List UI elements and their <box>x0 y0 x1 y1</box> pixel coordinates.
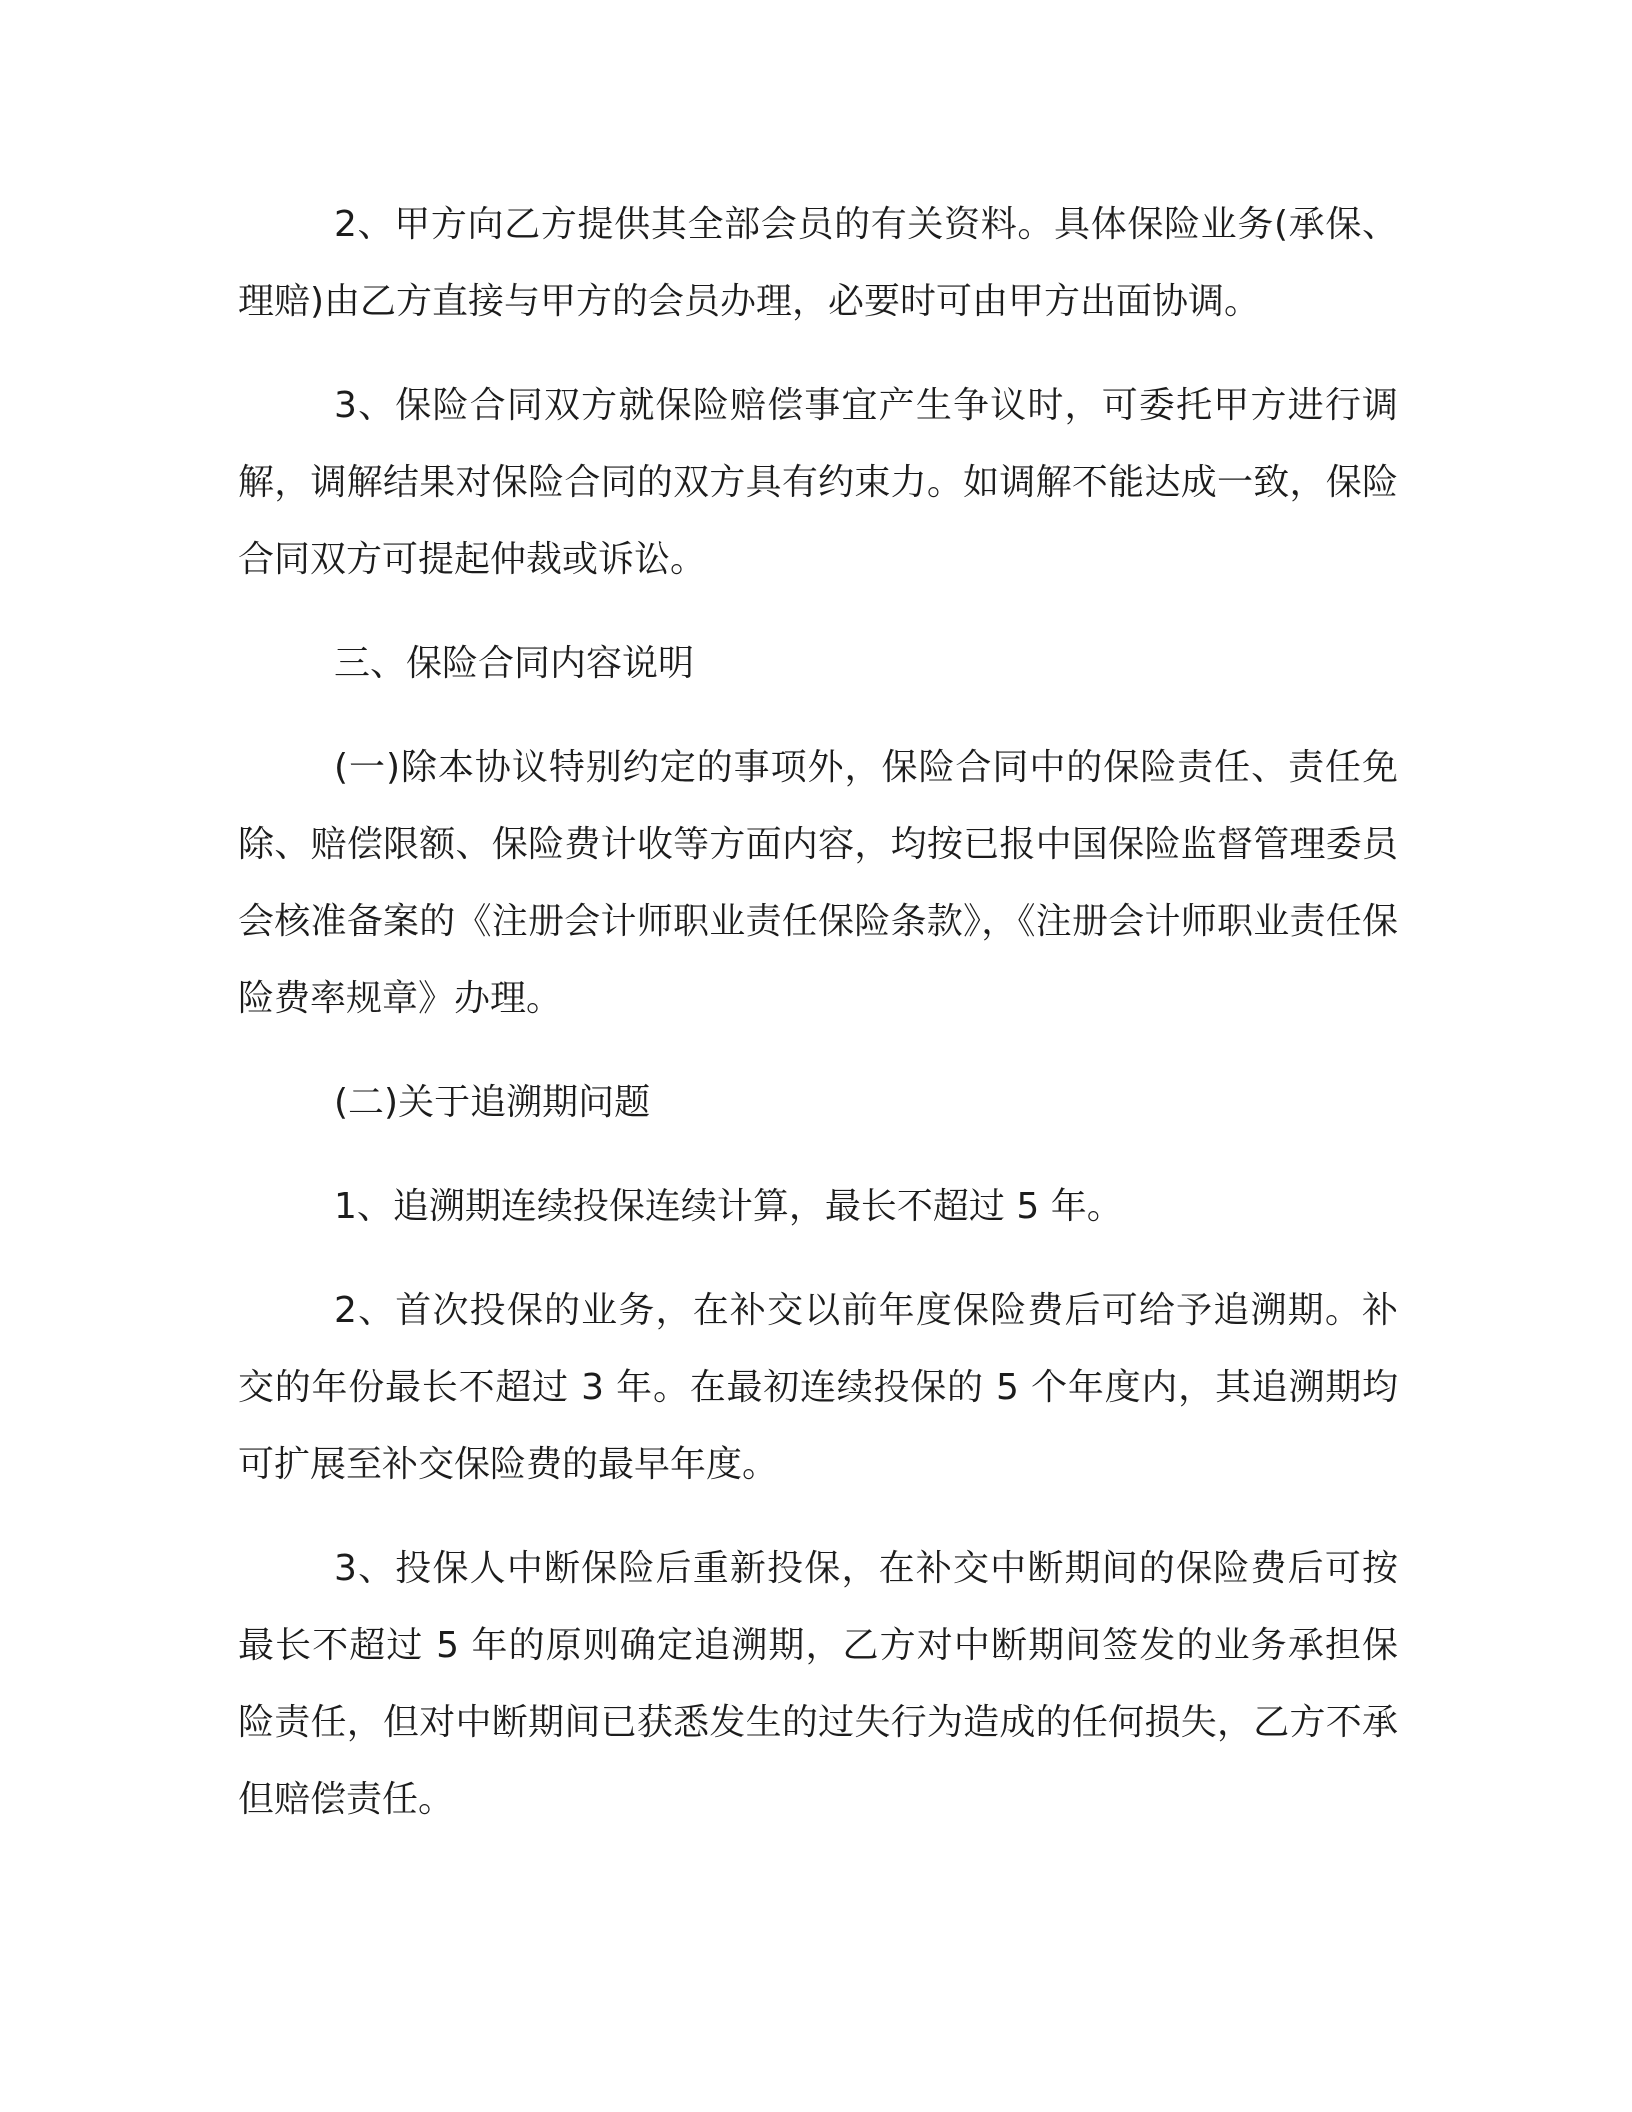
paragraph-member-info: 2、甲方向乙方提供其全部会员的有关资料。具体保险业务(承保、理赔)由乙方直接与甲方的会员办理，必要时可由甲方出面协调。 <box>238 204 1398 322</box>
paragraph-retro-first-insurance: 2、首次投保的业务，在补交以前年度保险费后可给予追溯期。补交的年份最长不超过 3 年。在最初连续投保的 5 个年度内，其追溯期均可扩展至补交保险费的最早年度。 <box>238 1290 1398 1485</box>
paragraph-contract-terms: (一)除本协议特别约定的事项外，保险合同中的保险责任、责任免除、赔偿限额、保险费计收等方面内容，均按已报中国保险监督管理委员会核准备案的《注册会计师职业责任保险条款》，《注册会计师职业责任保险费率规章》办理。 <box>238 747 1398 1019</box>
paragraph-retro-interruption: 3、投保人中断保险后重新投保，在补交中断期间的保险费后可按最长不超过 5 年的原则确定追溯期，乙方对中断期间签发的业务承担保险责任，但对中断期间已获悉发生的过失行为造成的任何损失，乙方不承但赔偿责任。 <box>238 1548 1398 1820</box>
subheading-retroactive-period: (二)关于追溯期问题 <box>334 1082 651 1123</box>
document-page <box>238 186 1398 1865</box>
paragraph-dispute-resolution: 3、保险合同双方就保险赔偿事宜产生争议时，可委托甲方进行调解，调解结果对保险合同的双方具有约束力。如调解不能达成一致，保险合同双方可提起仲裁或诉讼。 <box>238 385 1398 580</box>
section-heading-contract-content: 三、保险合同内容说明 <box>334 643 695 684</box>
paragraph-retro-continuous: 1、追溯期连续投保连续计算，最长不超过 5 年。 <box>334 1186 1123 1227</box>
